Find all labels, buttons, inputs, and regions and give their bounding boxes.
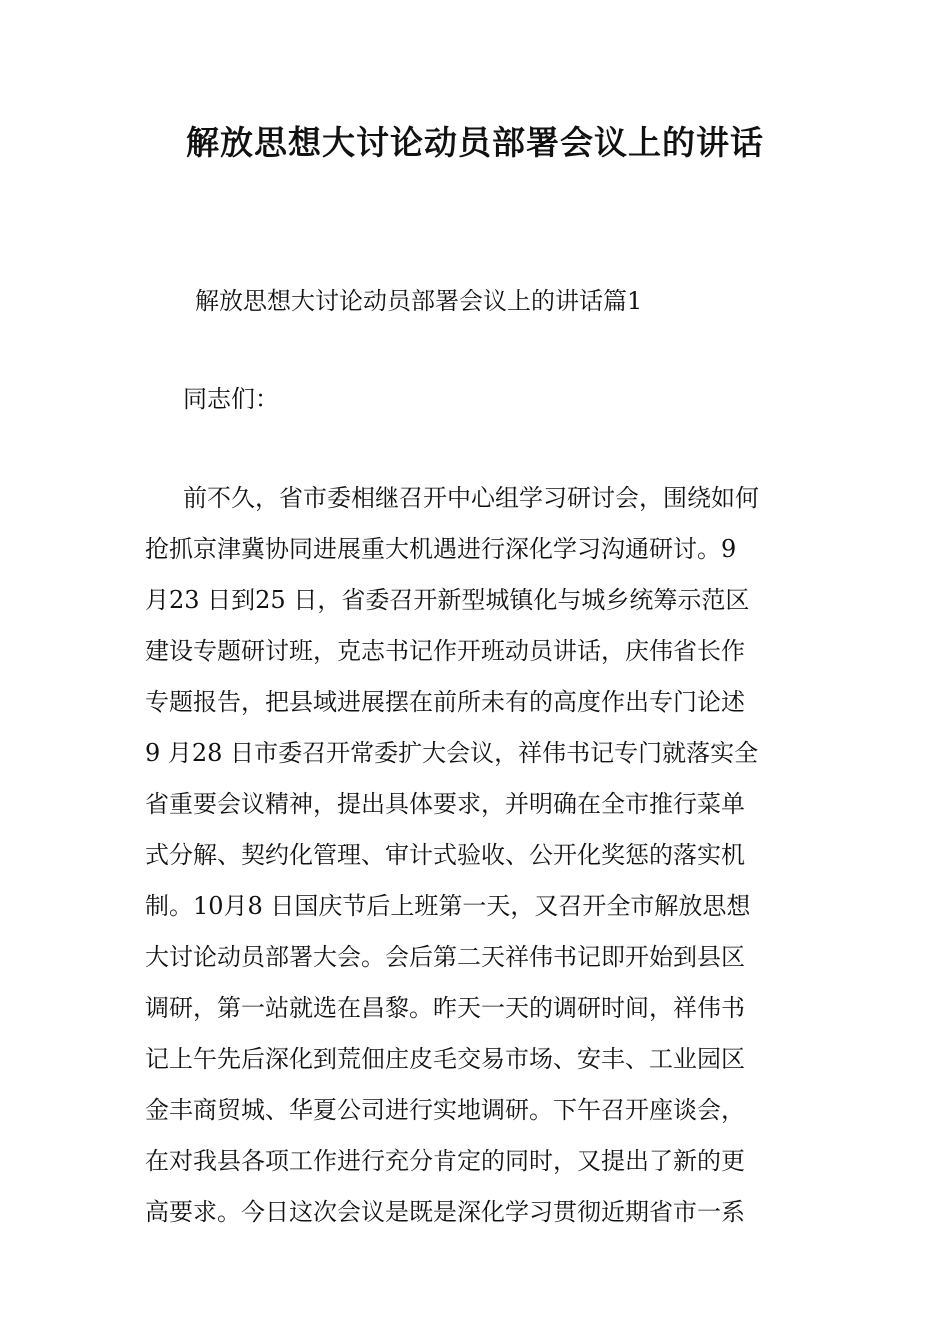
paragraph-line: 专题报告，把县域进展摆在前所未有的高度作出专门论述 — [145, 688, 745, 716]
paragraph-line: 记上午先后深化到荒佃庄皮毛交易市场、安丰、工业园区 — [145, 1045, 745, 1073]
paragraph-line: 月23 日到25 日，省委召开新型城镇化与城乡统筹示范区 — [145, 586, 750, 614]
paragraph-line: 大讨论动员部署大会。会后第二天祥伟书记即开始到县区 — [145, 943, 745, 971]
section-heading: 解放思想大讨论动员部署会议上的讲话篇1 — [195, 287, 643, 315]
paragraph-line: 制。10月8 日国庆节后上班第一天，又召开全市解放思想 — [145, 892, 751, 920]
paragraph-line: 9 月28 日市委召开常委扩大会议，祥伟书记专门就落实全 — [145, 739, 759, 767]
paragraph-line: 金丰商贸城、华夏公司进行实地调研。下午召开座谈会， — [145, 1096, 745, 1124]
paragraph-line: 调研，第一站就选在昌黎。昨天一天的调研时间，祥伟书 — [145, 994, 745, 1022]
salutation: 同志们： — [183, 385, 279, 413]
paragraph-line: 式分解、契约化管理、审计式验收、公开化奖惩的落实机 — [145, 841, 745, 869]
body-paragraph — [145, 478, 810, 1243]
paragraph-line: 省重要会议精神，提出具体要求，并明确在全市推行菜单 — [145, 790, 745, 818]
paragraph-line: 前不久，省市委相继召开中心组学习研讨会，围绕如何 — [183, 484, 759, 512]
paragraph-line: 高要求。今日这次会议是既是深化学习贯彻近期省市一系 — [145, 1198, 745, 1226]
paragraph-line: 在对我县各项工作进行充分肯定的同时，又提出了新的更 — [145, 1147, 745, 1175]
document-title: 解放思想大讨论动员部署会议上的讲话 — [186, 123, 764, 162]
paragraph-line: 抢抓京津冀协同进展重大机遇进行深化学习沟通研讨。9 — [145, 535, 737, 563]
paragraph-line: 建设专题研讨班，克志书记作开班动员讲话，庆伟省长作 — [145, 637, 745, 665]
